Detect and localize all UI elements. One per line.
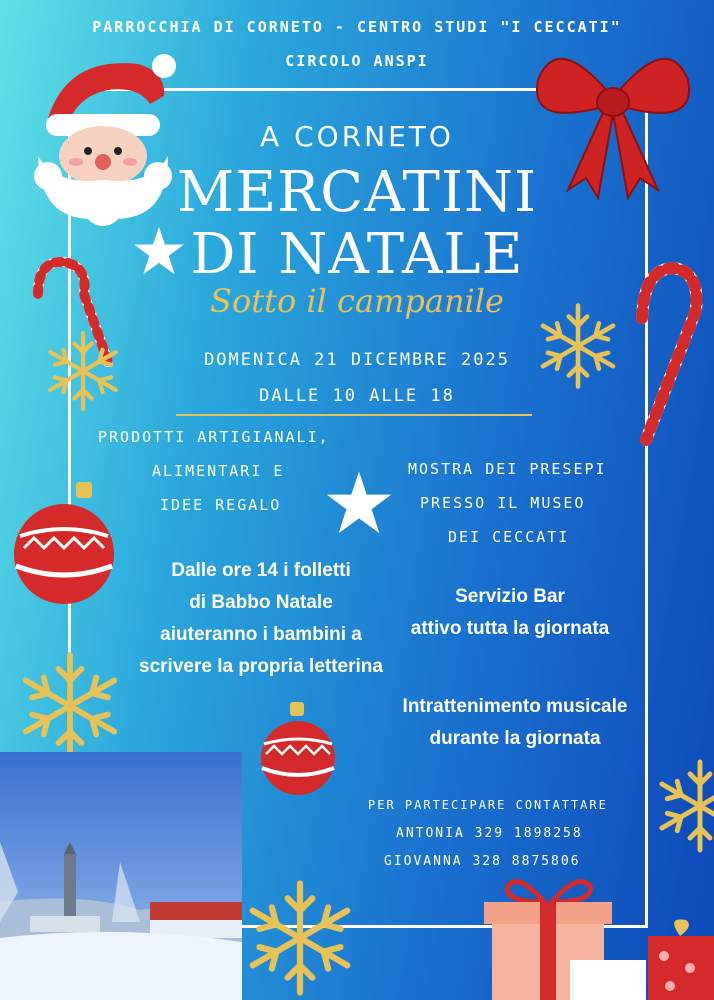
elves-line: Dalle ore 14 i folletti xyxy=(171,560,351,581)
ornament-icon xyxy=(10,476,118,608)
snowflake-icon xyxy=(650,756,714,856)
exhibit-line: DEI CECCATI xyxy=(448,528,570,546)
music-line: durante la giornata xyxy=(429,728,601,749)
snowflake-icon xyxy=(40,328,126,414)
event-title-line1: MERCATINI xyxy=(176,160,538,225)
santa-icon xyxy=(28,46,178,226)
snowflake-icon xyxy=(238,876,362,1000)
candy-cane-icon xyxy=(628,258,708,450)
bar-line: attivo tutta la giornata xyxy=(410,618,610,639)
star-icon xyxy=(132,224,186,278)
gift-icon xyxy=(646,916,714,1000)
circle-line: CIRCOLO ANSPI xyxy=(285,52,429,70)
event-hours: DALLE 10 ALLE 18 xyxy=(259,386,455,406)
products-line: IDEE REGALO xyxy=(160,496,282,514)
exhibit-line: PRESSO IL MUSEO xyxy=(420,494,586,512)
event-place: A CORNETO xyxy=(260,120,454,153)
organizer-line: PARROCCHIA DI CORNETO - CENTRO STUDI "I CECCATI" xyxy=(92,18,622,36)
bar-line: Servizio Bar xyxy=(455,586,565,607)
elves-line: aiuteranno i bambini a xyxy=(160,624,362,645)
contact-antonia: ANTONIA 329 1898258 xyxy=(396,826,583,841)
event-date: DOMENICA 21 DICEMBRE 2025 xyxy=(204,350,510,370)
exhibit-line: MOSTRA DEI PRESEPI xyxy=(408,460,607,478)
bow-icon xyxy=(528,40,698,200)
event-title-line2: DI NATALE xyxy=(190,222,524,287)
ornament-icon xyxy=(258,700,338,798)
elves-line: scrivere la propria letterina xyxy=(139,656,383,677)
contacts-heading: PER PARTECIPARE CONTATTARE xyxy=(368,798,608,812)
snowflake-icon xyxy=(12,648,128,764)
elves-line: di Babbo Natale xyxy=(189,592,333,613)
star-icon xyxy=(324,468,394,538)
gift-icon xyxy=(478,872,648,1000)
music-line: Intrattenimento musicale xyxy=(402,696,628,717)
snowflake-icon xyxy=(532,300,624,392)
snowy-village-photo xyxy=(0,752,242,1000)
gold-divider xyxy=(176,414,532,416)
event-subtitle: Sotto il campanile xyxy=(210,282,504,320)
products-line: ALIMENTARI E xyxy=(152,462,285,480)
products-line: PRODOTTI ARTIGIANALI, xyxy=(98,428,330,446)
contact-giovanna: GIOVANNA 328 8875806 xyxy=(384,854,581,869)
